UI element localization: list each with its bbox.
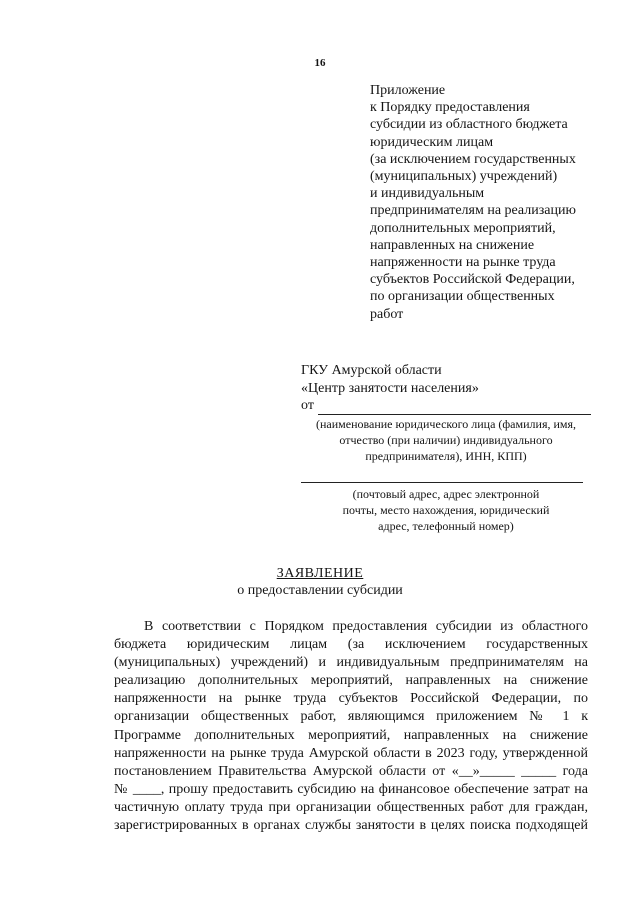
body-paragraph [114, 618, 588, 835]
document-title [0, 565, 640, 599]
page-number: 16 [314, 57, 326, 69]
appendix-line: дополнительных мероприятий, [370, 220, 556, 236]
title-main: ЗАЯВЛЕНИЕ [276, 566, 364, 581]
body-line: (муниципальных) учреждений) и индивидуальным предпринимателям на [114, 655, 588, 671]
appendix-line: к Порядку предоставления [370, 100, 530, 116]
appendix-line: субъектов Российской Федерации, [370, 272, 575, 288]
body-line: реализацию дополнительных мероприятий, направленных на снижение [114, 673, 588, 689]
body-line: напряженности на рынке труда субъектов Российской Федерации, по [114, 691, 588, 707]
body-line: Программе дополнительных мероприятий, направленных на снижение [114, 727, 588, 743]
appendix-line: и индивидуальным [370, 186, 485, 202]
recipient-org: ГКУ Амурской области [301, 363, 442, 378]
applicant-address-field[interactable] [301, 469, 583, 483]
appendix-line: юридическим лицам [370, 134, 494, 150]
appendix-line: напряженности на рынке труда [370, 255, 556, 271]
title-sub: о предоставлении субсидии [237, 583, 403, 598]
applicant-name-field[interactable] [318, 401, 591, 415]
caption-line: предпринимателя), ИНН, КПП) [365, 448, 527, 463]
appendix-line: работ [370, 306, 404, 322]
appendix-line: Приложение [370, 83, 446, 98]
appendix-line: субсидии из областного бюджета [370, 117, 568, 133]
caption-line: (наименование юридического лица (фамилия, имя, [316, 416, 576, 431]
body-line: В соответствии с Порядком предоставления субсидии из областного [144, 619, 588, 634]
appendix-line: направленных на снижение [370, 237, 535, 253]
body-line: № ____, прошу предоставить субсидию на финансовое обеспечение затрат на [114, 781, 588, 797]
appendix-line: предпринимателям на реализацию [370, 203, 576, 219]
body-line: бюджета юридическим лицам (за исключением государственных [114, 637, 588, 653]
body-line: организации общественных работ, являющимся приложением № 1 к [114, 709, 588, 725]
body-line: частичную оплату труда при организации общественных работ для граждан, [114, 799, 588, 815]
body-line: постановлением Правительства Амурской области от «__»_____ _____ года [114, 763, 588, 779]
from-label: от [301, 398, 314, 413]
applicant-name-caption [301, 416, 591, 464]
appendix-block [370, 82, 620, 323]
recipient-block [301, 362, 591, 534]
applicant-address-caption [301, 486, 591, 534]
caption-line: (почтовый адрес, адрес электронной [352, 486, 540, 501]
caption-line: почты, место нахождения, юридический [342, 502, 550, 517]
appendix-line: (за исключением государственных [370, 151, 576, 167]
body-line: напряженности на рынке труда Амурской области в 2023 году, утвержденной [114, 745, 588, 761]
caption-line: отчество (при наличии) индивидуального [339, 432, 553, 447]
appendix-line: (муниципальных) учреждений) [370, 169, 558, 185]
body-line: зарегистрированных в органах службы занятости в целях поиска подходящей [114, 818, 588, 834]
caption-line: адрес, телефонный номер) [378, 518, 514, 533]
recipient-center: «Центр занятости населения» [301, 380, 479, 396]
from-line [301, 397, 591, 415]
appendix-line: по организации общественных [370, 289, 555, 305]
